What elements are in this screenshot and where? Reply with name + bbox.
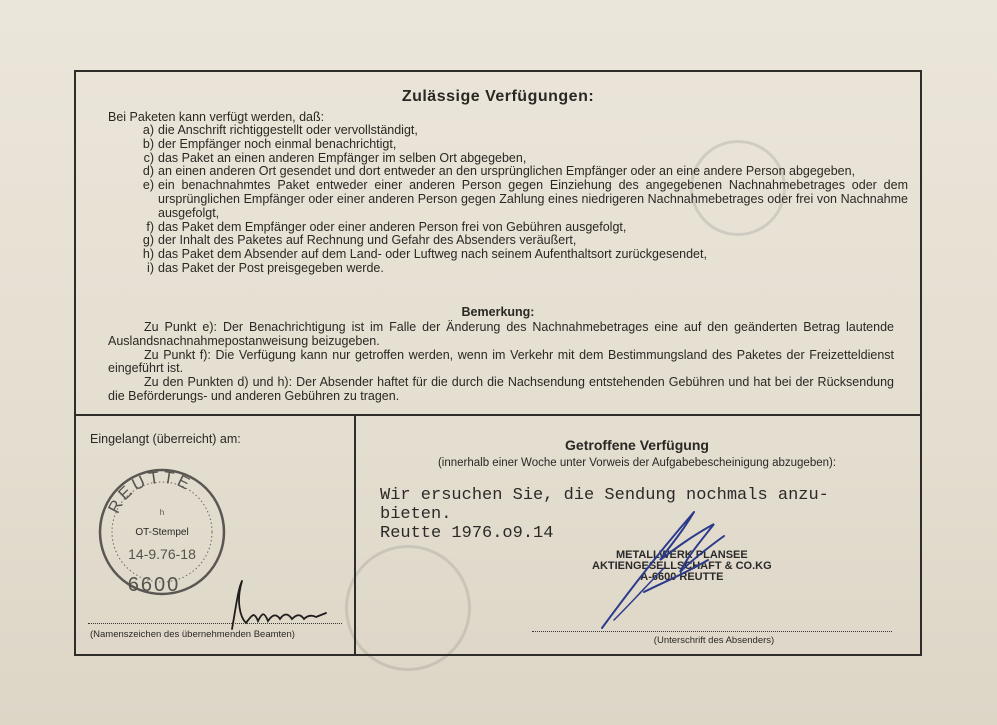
- stamp-center: OT-Stempel: [135, 527, 189, 538]
- list-item: [138, 262, 908, 276]
- item-text: der Empfänger noch einmal benachrichtigt,: [158, 136, 397, 151]
- decision-title: Getroffene Verfügung: [565, 437, 709, 453]
- list-item: [138, 165, 908, 179]
- horizontal-divider: [76, 414, 920, 416]
- received-label: Eingelangt (überreicht) am:: [90, 432, 241, 446]
- list-item: [138, 179, 908, 220]
- item-letter: d): [142, 164, 154, 179]
- item-text: das Paket dem Absender auf dem Land- oder Luftweg nach seinem Aufenthaltsort zurückgesendet,: [158, 247, 707, 262]
- stamp-place: REUTTE: [104, 467, 196, 517]
- remarks-title: Bemerkung:: [461, 305, 535, 319]
- item-text: an einen anderen Ort gesendet und dort entweder an den ursprünglichen Empfänger oder an eine andere Person abgegeben,: [158, 164, 856, 179]
- official-signature: [224, 577, 334, 637]
- official-caption: (Namenszeichen des übernehmenden Beamten): [90, 629, 295, 640]
- svg-text:REUTTE: [104, 468, 195, 517]
- item-text: das Paket an einen anderen Empfänger im selben Ort abgegeben,: [158, 150, 527, 165]
- item-text: das Paket dem Empfänger oder einer anderen Person frei von Gebühren ausgefolgt,: [158, 219, 627, 234]
- list-item: [138, 152, 908, 166]
- item-letter: a): [142, 123, 154, 137]
- intro-text: Bei Paketen kann verfügt werden, daß:: [108, 110, 325, 124]
- list-item: [138, 248, 908, 262]
- postmark-stamp: [94, 457, 234, 607]
- remark-paragraph: Zu Punkt e): Der Benachrichtigung ist im Falle der Änderung des Nachnahmebetrages eine auf den geänderten Betrag lautende Auslandsnachnahmepostanweisung beizugeben.: [108, 320, 894, 348]
- remarks-block: [108, 321, 894, 404]
- item-letter: i): [147, 260, 154, 275]
- item-letter: e): [142, 178, 154, 193]
- sender-caption: (Unterschrift des Absenders): [653, 635, 775, 646]
- list-item: [138, 138, 908, 152]
- list-item: [138, 221, 908, 235]
- item-letter: g): [142, 233, 154, 248]
- company-address: A-6600 REUTTE: [640, 571, 724, 583]
- typed-line: Wir ersuchen Sie, die Sendung nochmals anzu-: [380, 486, 829, 505]
- stamp-date: 14-9.76-18: [128, 546, 196, 562]
- company-name: METALLWERK PLANSEE: [615, 549, 748, 561]
- stamp-sub: h: [159, 508, 165, 517]
- signature-line-right: [532, 631, 892, 632]
- form-frame: [74, 70, 922, 656]
- section-title: Zulässige Verfügungen:: [401, 88, 595, 105]
- item-text: die Anschrift richtiggestellt oder vervollständigt,: [158, 123, 418, 137]
- list-item: [138, 124, 908, 138]
- sender-signature: [584, 502, 754, 632]
- item-text: das Paket der Post preisgegeben werde.: [158, 260, 384, 275]
- typed-line: bieten.: [380, 505, 452, 524]
- item-letter: h): [142, 247, 154, 262]
- options-list: [138, 124, 908, 276]
- decision-subtitle: (innerhalb einer Woche unter Vorweis der Aufgabebescheinigung abzugeben):: [437, 457, 837, 469]
- signature-line-left: [88, 623, 342, 624]
- item-letter: b): [142, 136, 154, 151]
- remark-paragraph: Zu Punkt f): Die Verfügung kann nur getroffen werden, wenn im Verkehr mit dem Bestimmungsland des Paketes der Freizetteldienst eingeführt ist.: [108, 347, 894, 376]
- item-letter: f): [146, 219, 154, 234]
- item-text: der Inhalt des Paketes auf Rechnung und Gefahr des Absenders veräußert,: [158, 233, 577, 248]
- typed-line: Reutte 1976.o9.14: [380, 524, 554, 543]
- item-letter: c): [143, 150, 154, 165]
- company-type: AKTIENGESELLSCHAFT & CO.KG: [592, 560, 772, 572]
- item-text: ein benachnahmtes Paket entweder einer anderen Person gegen Einziehung des angegebenen Nachnahmebetrages oder dem ursprünglichen Empfänger oder einer anderen Person gegen Zahlung eines niedrigeren Nachnahmebetrages oder frei von Nachnahme ausgefolgt,: [158, 178, 908, 220]
- list-item: [138, 234, 908, 248]
- stamp-code: 6600: [127, 574, 181, 596]
- remark-paragraph: Zu den Punkten d) und h): Der Absender haftet für die durch die Nachsendung entstehenden Gebühren und hat bei der Rücksendung die Beförderungs- und anderen Gebühren zu tragen.: [108, 375, 894, 403]
